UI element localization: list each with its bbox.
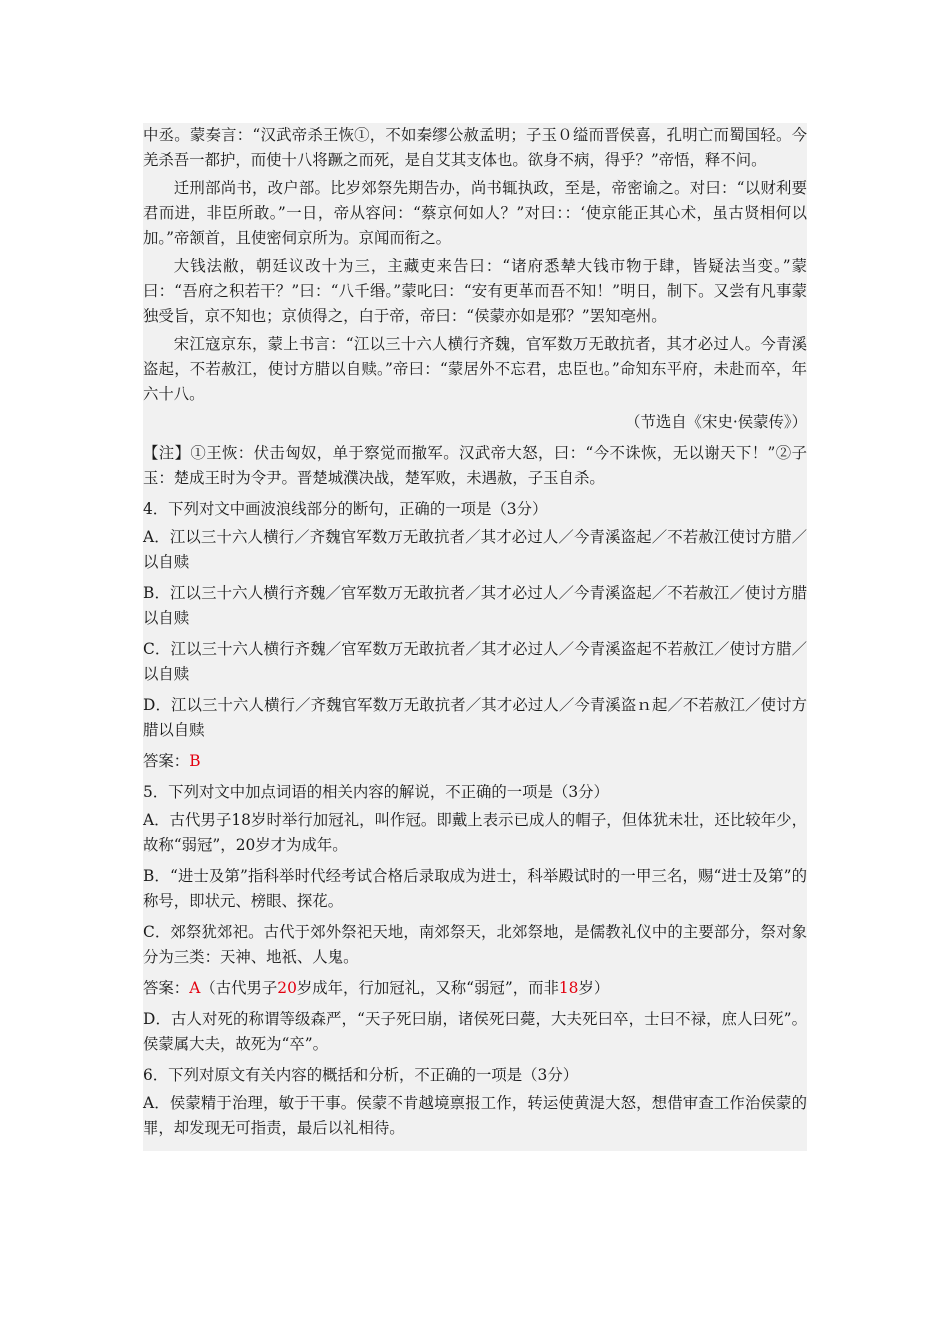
answer-letter: B (189, 752, 201, 770)
question-6: 6．下列对原文有关内容的概括和分析，不正确的一项是（3分） (143, 1066, 579, 1084)
answer-explanation: 岁） (578, 979, 610, 997)
answer-letter: A (189, 979, 201, 997)
question-5-option-b: B．“进士及第”指科举时代经考试合格后录取成为进士，科举殿试时的一甲三名，赐“进士及第”的称号，即状元、榜眼、探花。 (143, 867, 807, 910)
answer-label: 答案： (143, 979, 190, 997)
question-4-option-c: C．江以三十六人横行齐魏／官军数万无敢抗者／其才必过人／今青溪盗起不若赦江／使讨方腊／以自赎 (143, 640, 807, 683)
question-5: 5．下列对文中加点词语的相关内容的解说，不正确的一项是（3分） (143, 783, 609, 801)
document-content (143, 123, 807, 1151)
answer-label: 答案： (143, 752, 190, 770)
question-4-option-a: A．江以三十六人横行／齐魏官军数万无敢抗者／其才必过人／今青溪盗起／不若赦江使讨方腊／以自赎 (143, 528, 807, 571)
question-4: 4．下列对文中画波浪线部分的断句，正确的一项是（3分） (143, 500, 548, 518)
passage-paragraph-4: 宋江寇京东，蒙上书言：“江以三十六人横行齐魏，官军数万无敢抗者，其才必过人。今青溪盗起，不若赦江，使讨方腊以自赎。”帝曰：“蒙居外不忘君，忠臣也。”命知东平府，未赴而卒，年六十八。 (143, 335, 807, 403)
question-4-answer (143, 749, 807, 774)
answer-number: 20 (277, 979, 297, 997)
question-5-option-a: A．古代男子18岁时举行加冠礼，叫作冠。即戴上表示已成人的帽子，但体犹未壮，还比较年少，故称“弱冠”，20岁才为成年。 (143, 811, 807, 854)
passage-note: 【注】①王恢：伏击匈奴，单于察觉而撤军。汉武帝大怒，曰：“今不诛恢，无以谢天下！”②子玉：楚成王时为令尹。晋楚城濮决战，楚军败，未遇赦，子玉自杀。 (143, 444, 807, 487)
passage-source: （节选自《宋史·侯蒙传》） (625, 413, 807, 431)
answer-explanation: （古代男子 (200, 979, 278, 997)
passage-paragraph-3: 大钱法敝，朝廷议改十为三，主藏吏来告曰：“诸府悉辇大钱市物于肆，皆疑法当变。”蒙曰：“吾府之积若干？”曰：“八千缗。”蒙叱曰：“安有更革而吾不知！”明日，制下。又尝有凡事蒙独受旨，京不知也；京侦得之，白于帝，帝曰：“侯蒙亦如是邪？”罢知亳州。 (143, 257, 807, 325)
passage-paragraph-1: 中丞。蒙奏言：“汉武帝杀王恢①，不如秦缪公赦孟明；子玉０缢而晋侯喜，孔明亡而蜀国轻。今羌杀吾一都护，而使十八将蹶之而死，是自艾其支体也。欲身不病，得乎？”帝悟，释不问。 (143, 126, 807, 169)
question-5-option-d: D．古人对死的称谓等级森严，“天子死曰崩，诸侯死曰薨，大夫死曰卒，士曰不禄，庶人曰死”。侯蒙属大夫，故死为“卒”。 (143, 1010, 807, 1053)
question-6-option-a: A．侯蒙精于治理，敏于干事。侯蒙不肯越境禀报工作，转运使黄湜大怒，想借审查工作治侯蒙的罪，却发现无可指责，最后以礼相待。 (143, 1094, 807, 1137)
question-4-option-b: B．江以三十六人横行齐魏／官军数万无敢抗者／其才必过人／今青溪盗起／不若赦江／使讨方腊以自赎 (143, 584, 807, 627)
answer-number: 18 (558, 979, 579, 997)
question-5-answer (143, 976, 807, 1001)
answer-explanation: 岁成年，行加冠礼，又称“弱冠”，而非 (296, 979, 559, 997)
question-5-option-c: C．郊祭犹郊祀。古代于郊外祭祀天地，南郊祭天，北郊祭地，是儒教礼仪中的主要部分，祭对象分为三类：天神、地祇、人鬼。 (143, 923, 807, 966)
passage-paragraph-2: 迁刑部尚书，改户部。比岁郊祭先期告办，尚书辄执政，至是，帝密谕之。对曰：“以财利要君而进，非臣所敢。”一日，帝从容问：“蔡京何如人？”对曰：：‘使京能正其心术，虽古贤相何以加。”帝颔首，且使密伺京所为。京闻而衔之。 (143, 179, 807, 247)
question-4-option-d: D．江以三十六人横行／齐魏官军数万无敢抗者／其才必过人／今青溪盗ｎ起／不若赦江／使讨方腊以自赎 (143, 696, 807, 739)
